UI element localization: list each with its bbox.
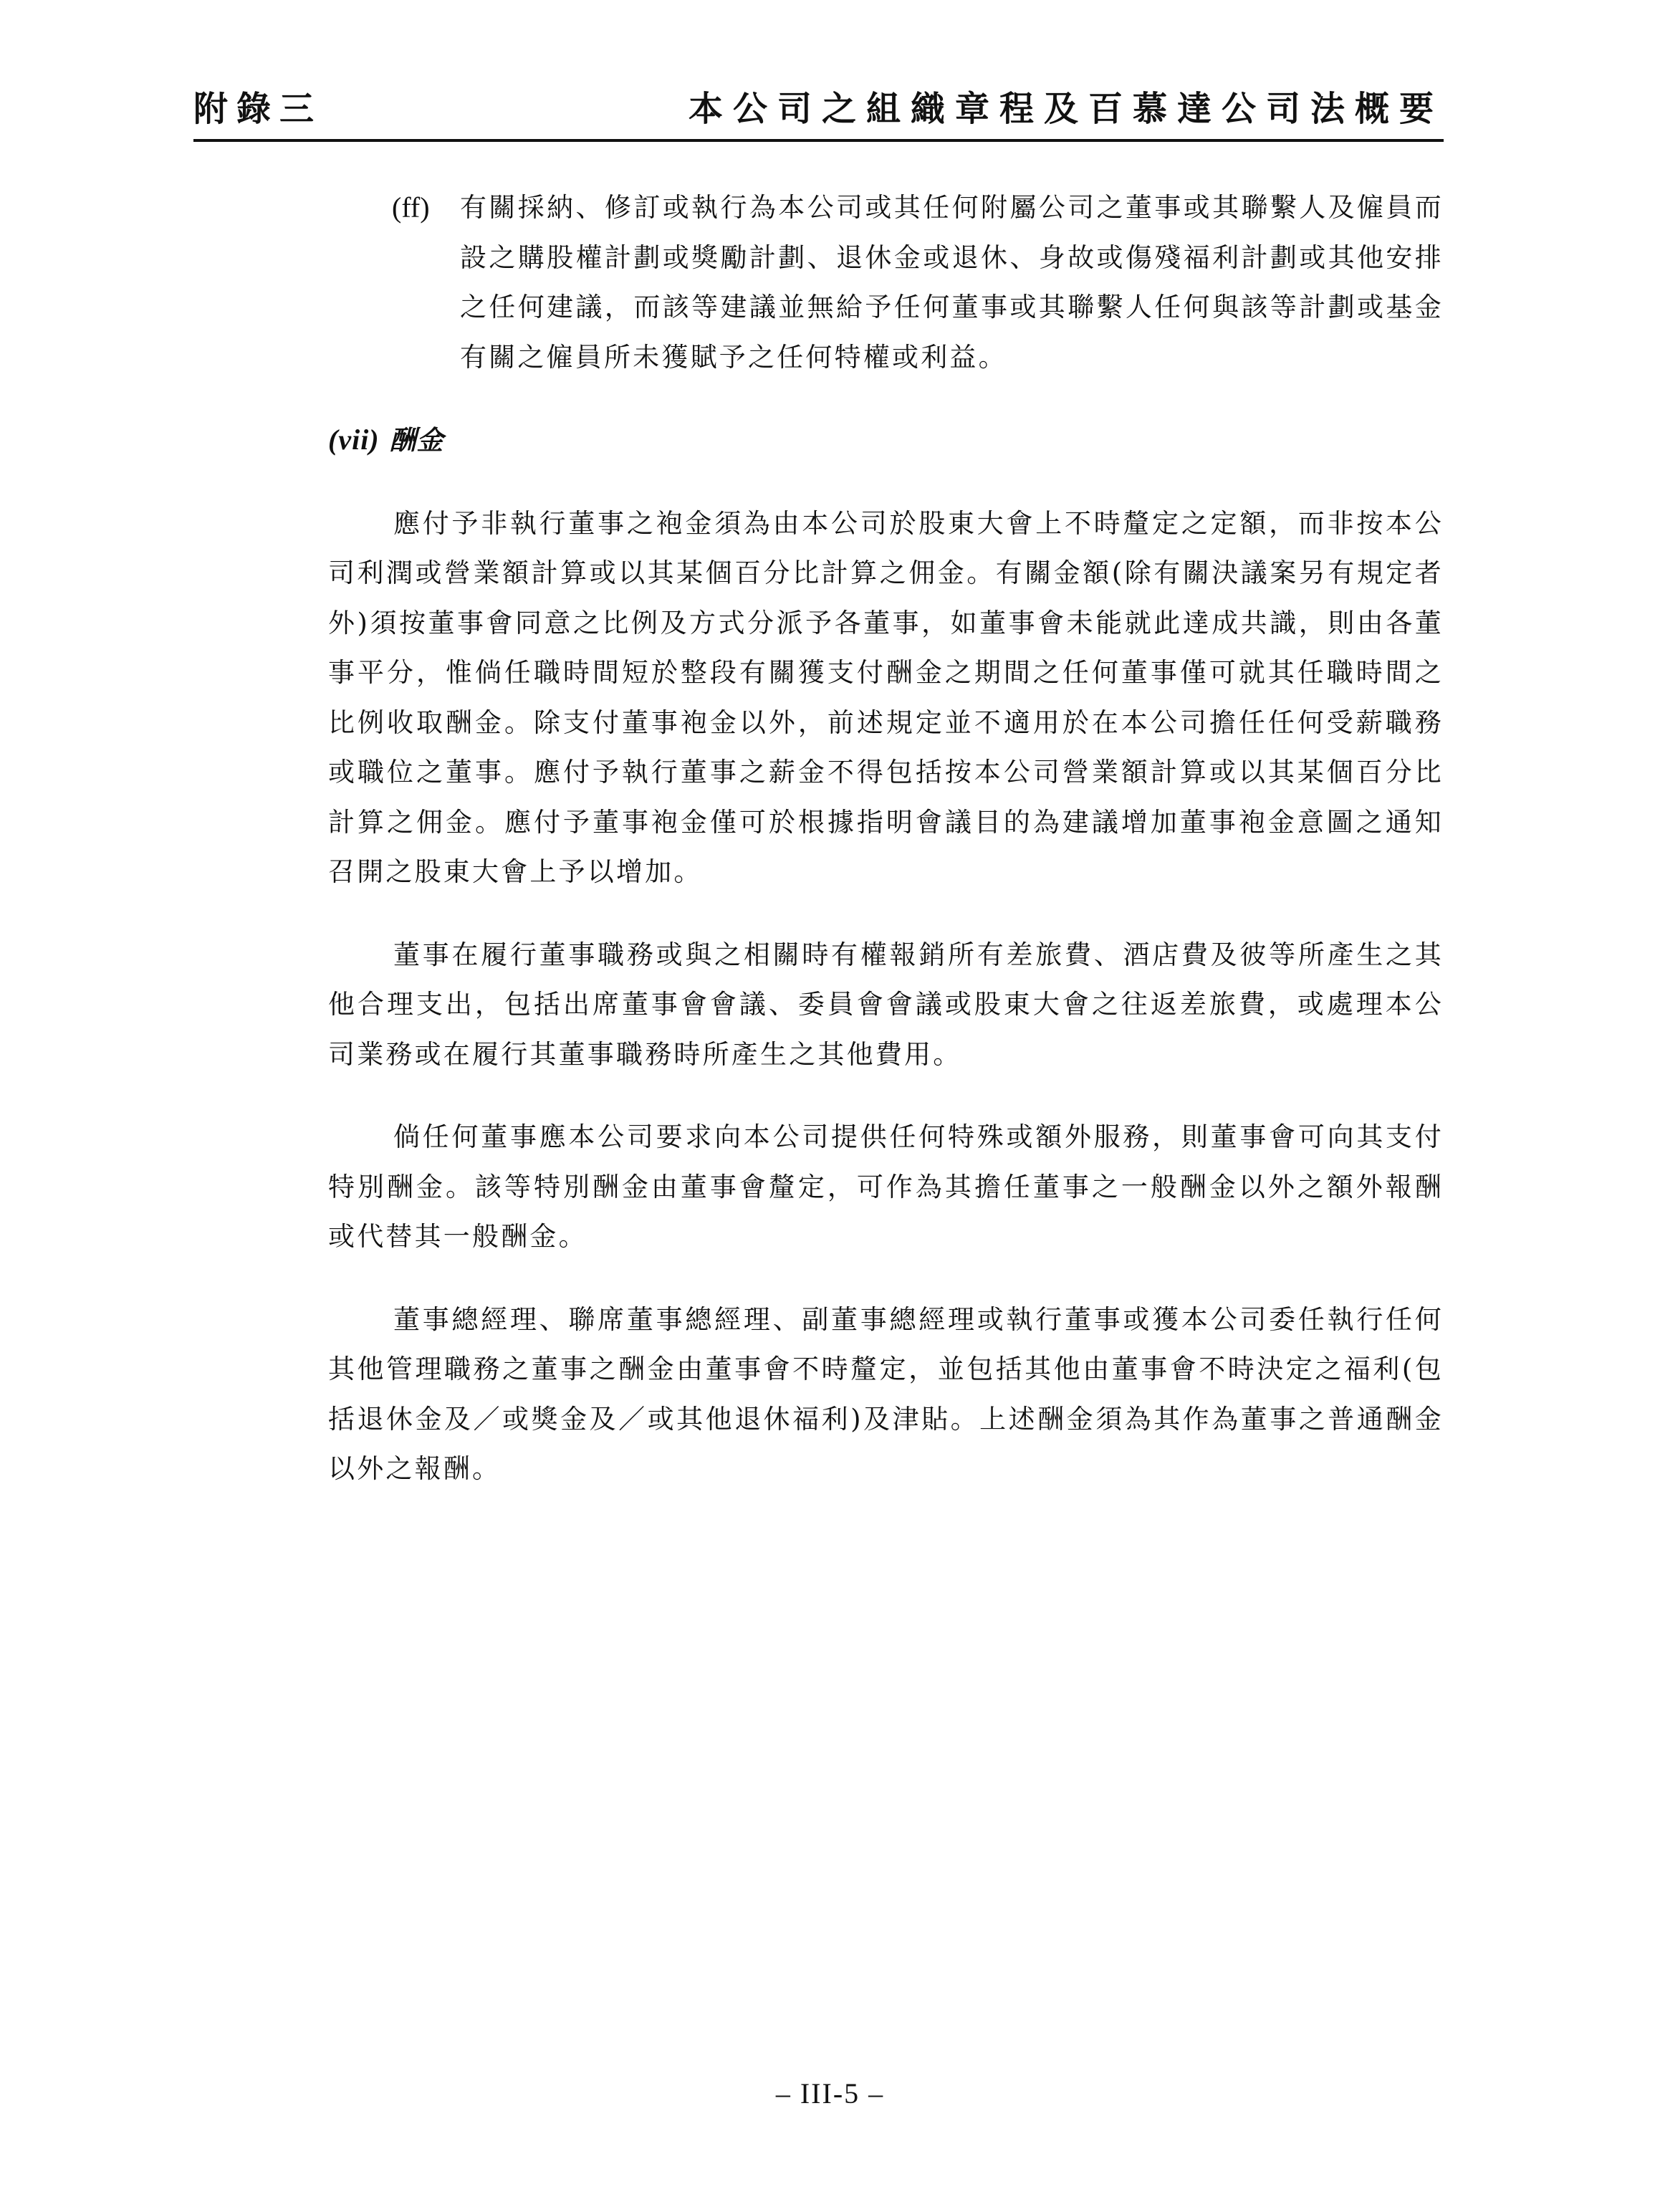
paragraph: 董事總經理、聯席董事總經理、副董事總經理或執行董事或獲本公司委任執行任何其他管理職務之董事之酬金由董事會不時釐定，並包括其他由董事會不時決定之福利(包括退休金及／或獎金及／或其他退休福利)及津貼。上述酬金須為其作為董事之普通酬金以外之報酬。 bbox=[328, 1303, 1444, 1484]
appendix-label: 附錄三 bbox=[193, 89, 323, 129]
paragraph: 董事在履行董事職務或與之相關時有權報銷所有差旅費、酒店費及彼等所產生之其他合理支出，包括出席董事會會議、委員會會議或股東大會之往返差旅費，或處理本公司業務或在履行其董事職務時所產生之其他費用。 bbox=[328, 939, 1444, 1070]
section-number: (vii) bbox=[328, 423, 380, 456]
document-body bbox=[328, 183, 1444, 1527]
list-item-ff bbox=[328, 183, 1444, 382]
page-number: – III-5 – bbox=[775, 2077, 885, 2110]
item-text: 有關採納、修訂或執行為本公司或其任何附屬公司之董事或其聯繫人及僱員而設之購股權計劃或獎勵計劃、退休金或退休、身故或傷殘福利計劃或其他安排之任何建議，而該等建議並無給予任何董事或其聯繫人任何與該等計劃或基金有關之僱員所未獲賦予之任何特權或利益。 bbox=[460, 192, 1444, 373]
page-header bbox=[193, 80, 1444, 138]
header-title: 本公司之組織章程及百慕達公司法概要 bbox=[688, 89, 1444, 129]
paragraph: 應付予非執行董事之袍金須為由本公司於股東大會上不時釐定之定額，而非按本公司利潤或營業額計算或以其某個百分比計算之佣金。有關金額(除有關決議案另有規定者外)須按董事會同意之比例及方式分派予各董事，如董事會未能就此達成共識，則由各董事平分，惟倘任職時間短於整段有關獲支付酬金之期間之任何董事僅可就其任職時間之比例收取酬金。除支付董事袍金以外，前述規定並不適用於在本公司擔任任何受薪職務或職位之董事。應付予執行董事之薪金不得包括按本公司營業額計算或以其某個百分比計算之佣金。應付予董事袍金僅可於根據指明會議目的為建議增加董事袍金意圖之通知召開之股東大會上予以增加。 bbox=[328, 507, 1444, 887]
paragraph: 倘任何董事應本公司要求向本公司提供任何特殊或額外服務，則董事會可向其支付特別酬金。該等特別酬金由董事會釐定，可作為其擔任董事之一般酬金以外之額外報酬或代替其一般酬金。 bbox=[328, 1121, 1444, 1252]
section-heading bbox=[328, 415, 1444, 466]
item-label: (ff) bbox=[392, 191, 430, 224]
header-divider bbox=[193, 139, 1444, 142]
section-title: 酬金 bbox=[389, 424, 444, 456]
